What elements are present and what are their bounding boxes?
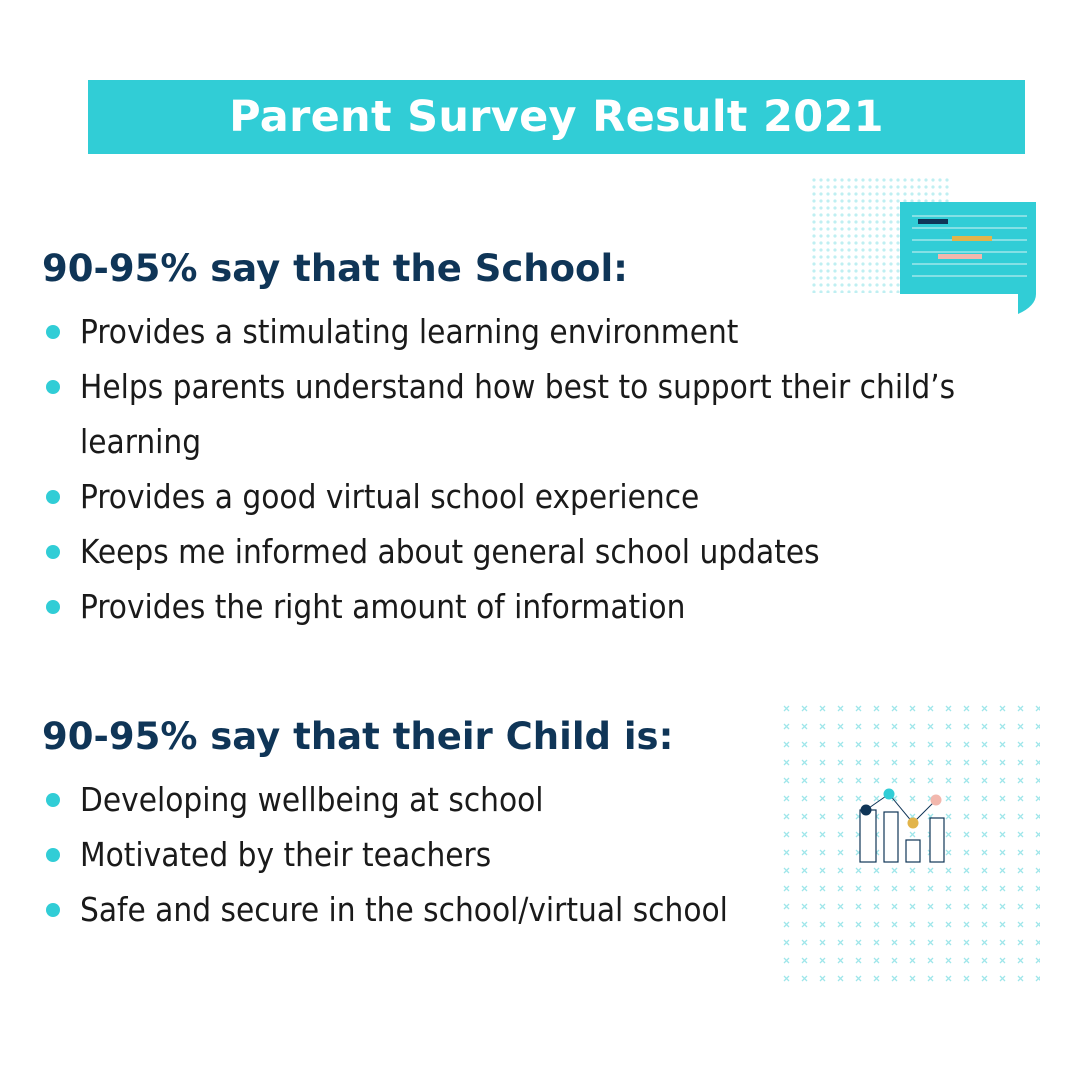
- list-item: Keeps me informed about general school updates: [42, 524, 1042, 579]
- list-item: Safe and secure in the school/virtual school: [42, 882, 1042, 937]
- bullet-icon: [46, 490, 60, 504]
- child-heading: 90-95% say that their Child is:: [42, 715, 674, 758]
- child-list: [42, 772, 1042, 937]
- school-section: [42, 244, 1042, 634]
- list-item: Provides a good virtual school experience: [42, 469, 1042, 524]
- school-heading: 90-95% say that the School:: [42, 247, 628, 290]
- bullet-icon: [46, 600, 60, 614]
- bullet-icon: [46, 903, 60, 917]
- bullet-icon: [46, 380, 60, 394]
- school-list: [42, 304, 1042, 634]
- bullet-icon: [46, 848, 60, 862]
- bullet-icon: [46, 793, 60, 807]
- title-banner: [88, 80, 1025, 154]
- list-item: Provides a stimulating learning environment: [42, 304, 1042, 359]
- bullet-icon: [46, 325, 60, 339]
- list-item: Motivated by their teachers: [42, 827, 1042, 882]
- list-item: Developing wellbeing at school: [42, 772, 1042, 827]
- list-item: Provides the right amount of information: [42, 579, 1042, 634]
- page-title: Parent Survey Result 2021: [229, 92, 884, 142]
- bullet-icon: [46, 545, 60, 559]
- child-section: [42, 712, 1042, 937]
- list-item: Helps parents understand how best to support their child’s learning: [42, 359, 1042, 469]
